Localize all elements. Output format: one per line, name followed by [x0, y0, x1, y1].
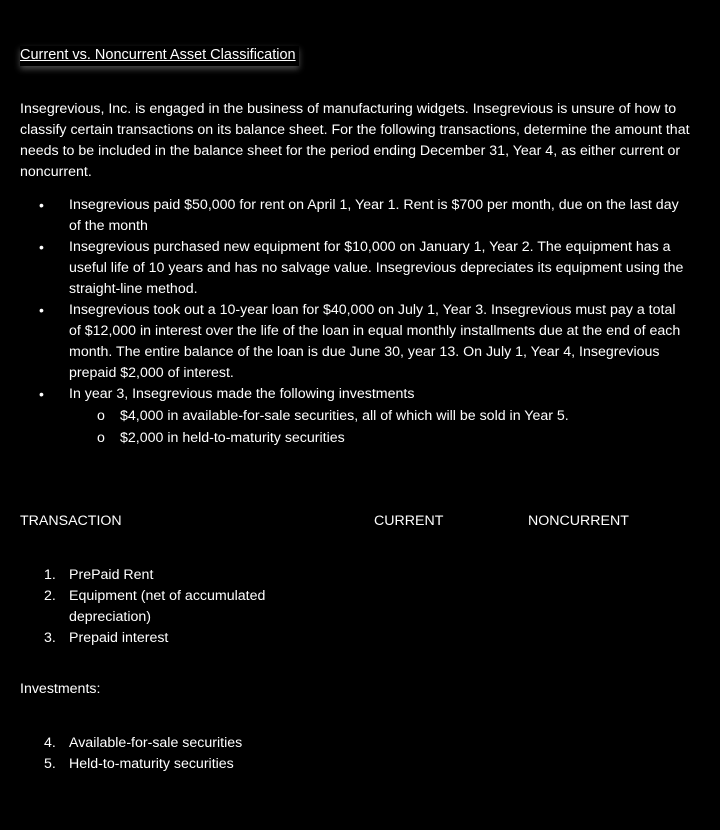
sub-item-available-for-sale [69, 405, 690, 427]
transaction-row-prepaid-rent [20, 565, 320, 586]
column-header-current: CURRENT [374, 513, 444, 529]
bullet-text: In year 3, Insegrevious made the following investments [69, 386, 415, 402]
row-number: 1. [44, 567, 56, 583]
bullet-icon: • [39, 197, 44, 213]
bullet-item-rent [20, 195, 690, 237]
row-label: PrePaid Rent [69, 567, 154, 583]
investment-numbered-list [20, 733, 320, 775]
transaction-row-prepaid-interest [20, 628, 320, 649]
row-label: Held-to-maturity securities [69, 756, 234, 772]
row-number: 2. [44, 588, 56, 604]
column-header-transaction: TRANSACTION [20, 513, 122, 529]
row-label: Equipment (net of accumulated depreciation) [69, 588, 266, 625]
row-label: Available-for-sale securities [69, 735, 243, 751]
circle-bullet-icon: o [97, 430, 105, 446]
bullet-item-loan [20, 300, 690, 384]
transaction-row-available-for-sale [20, 733, 320, 754]
sub-item-held-to-maturity [69, 427, 690, 449]
transaction-bullet-list [20, 195, 690, 449]
bullet-item-equipment [20, 237, 690, 300]
document-title: Current vs. Noncurrent Asset Classification [20, 46, 299, 66]
bullet-icon: • [39, 386, 44, 402]
row-label: Prepaid interest [69, 630, 169, 646]
bullet-text: Insegrevious purchased new equipment for $10,000 on January 1, Year 2. The equipment has a useful life of 10 years and has no salvage value. Insegrevious depreciates its equipment using the straight-line method. [69, 239, 684, 297]
row-number: 5. [44, 756, 56, 772]
bullet-text: Insegrevious paid $50,000 for rent on April 1, Year 1. Rent is $700 per month, due on the last day of the month [69, 197, 679, 234]
sub-item-text: $4,000 in available-for-sale securities, all of which will be sold in Year 5. [120, 408, 569, 424]
bullet-icon: • [39, 302, 44, 318]
investments-heading: Investments: [20, 681, 101, 697]
sub-item-text: $2,000 in held-to-maturity securities [120, 430, 345, 446]
circle-bullet-icon: o [97, 408, 105, 424]
bullet-text: Insegrevious took out a 10-year loan for $40,000 on July 1, Year 3. Insegrevious must pay a total of $12,000 in interest over the life of the loan in equal monthly installments due at the end of each month. The entire balance of the loan is due June 30, year 13. On July 1, Year 4, Insegrevious prepaid $2,000 of interest. [69, 302, 681, 381]
transaction-numbered-list [20, 565, 320, 649]
row-number: 3. [44, 630, 56, 646]
column-header-noncurrent: NONCURRENT [528, 513, 629, 529]
transaction-row-held-to-maturity [20, 754, 320, 775]
bullet-item-investments [20, 384, 690, 449]
investment-sub-list [69, 405, 690, 449]
intro-paragraph: Insegrevious, Inc. is engaged in the business of manufacturing widgets. Insegrevious is unsure of how to classify certain transactions on its balance sheet. For the following transactions, determine the amount that needs to be included in the balance sheet for the period ending December 31, Year 4, as either current or noncurrent. [20, 101, 690, 180]
bullet-icon: • [39, 239, 44, 255]
row-number: 4. [44, 735, 56, 751]
transaction-row-equipment [20, 586, 320, 628]
